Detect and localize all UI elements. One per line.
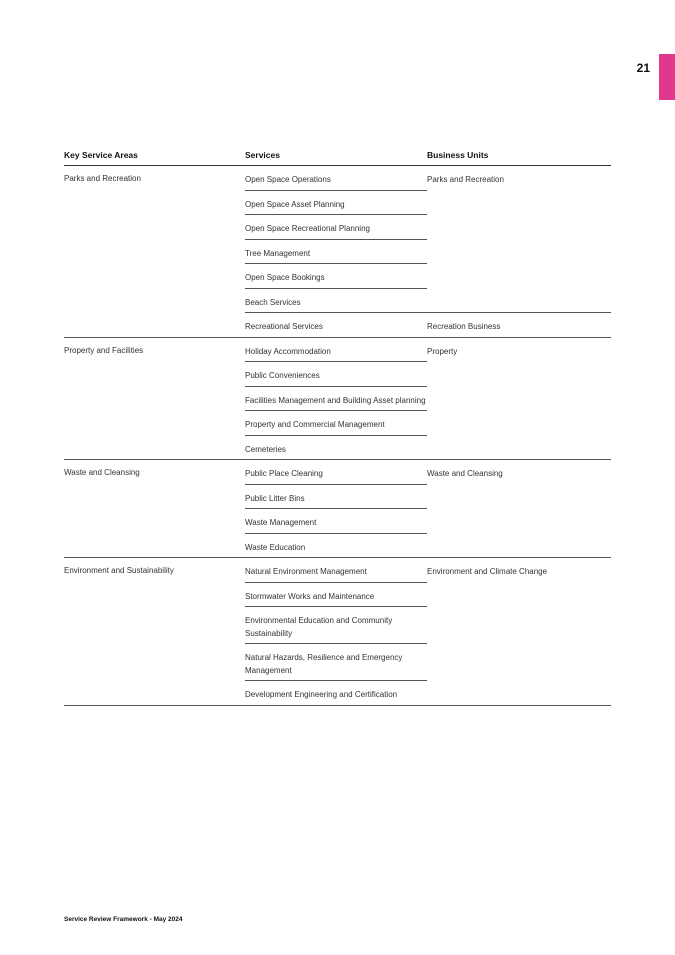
header-key-service-areas: Key Service Areas — [64, 150, 138, 160]
key-service-area: Waste and Cleansing — [64, 468, 140, 477]
service-name: Environmental Education and Community Sustainability — [245, 616, 393, 638]
service-name: Recreational Services — [245, 322, 323, 331]
service-name: Open Space Asset Planning — [245, 199, 345, 209]
table-group — [64, 338, 611, 461]
group-details — [245, 558, 611, 705]
business-unit: Parks and Recreation — [427, 175, 504, 184]
business-unit-block — [245, 558, 611, 705]
service-name: Natural Hazards, Resilience and Emergency Management — [245, 653, 403, 675]
services-list — [245, 166, 427, 312]
service-name: Public Conveniences — [245, 371, 320, 380]
service-row — [245, 534, 427, 558]
header-services: Services — [245, 150, 280, 160]
table-group — [64, 166, 611, 338]
services-list — [245, 338, 427, 460]
service-name: Holiday Accommodation — [245, 346, 331, 356]
service-name: Public Place Cleaning — [245, 469, 323, 478]
page-number: 21 — [636, 61, 650, 75]
business-unit: Recreation Business — [427, 322, 501, 331]
footer-text: Service Review Framework - May 2024 — [64, 916, 183, 923]
service-row — [245, 485, 427, 510]
service-name: Development Engineering and Certification — [245, 690, 398, 699]
key-service-area: Property and Facilities — [64, 345, 144, 355]
business-unit: Waste and Cleansing — [427, 469, 503, 478]
business-unit: Property — [427, 346, 458, 356]
service-name: Cemeteries — [245, 444, 286, 454]
group-details — [245, 460, 611, 557]
service-row — [245, 313, 427, 337]
service-row — [245, 362, 427, 387]
service-row — [245, 289, 427, 313]
key-service-area: Parks and Recreation — [64, 174, 141, 183]
key-service-area: Environment and Sustainability — [64, 566, 174, 575]
service-row — [245, 644, 427, 681]
service-row — [245, 607, 427, 644]
service-row — [245, 509, 427, 534]
service-row — [245, 240, 427, 265]
service-row — [245, 558, 427, 583]
services-list — [245, 313, 427, 337]
service-row — [245, 583, 427, 608]
table-header — [64, 145, 611, 166]
service-name: Stormwater Works and Maintenance — [245, 591, 375, 601]
service-name: Open Space Recreational Planning — [245, 224, 370, 233]
service-name: Open Space Bookings — [245, 273, 325, 282]
service-row — [245, 387, 427, 412]
service-name: Waste Management — [245, 518, 317, 527]
header-business-units: Business Units — [427, 150, 489, 160]
service-row — [245, 460, 427, 485]
service-row — [245, 264, 427, 289]
service-row — [245, 436, 427, 460]
service-name: Tree Management — [245, 248, 311, 258]
service-row — [245, 215, 427, 240]
service-table — [64, 145, 611, 706]
business-unit-block — [245, 338, 611, 460]
table-group — [64, 460, 611, 558]
service-row — [245, 411, 427, 436]
services-list — [245, 460, 427, 557]
service-row — [245, 681, 427, 705]
service-name: Natural Environment Management — [245, 567, 367, 576]
service-name: Facilities Management and Building Asset planning — [245, 395, 426, 405]
accent-tab — [659, 54, 675, 100]
table-group — [64, 558, 611, 706]
business-unit: Environment and Climate Change — [427, 567, 548, 576]
table-body — [64, 166, 611, 706]
service-name: Waste Education — [245, 542, 306, 552]
business-unit-block — [245, 313, 611, 337]
service-name: Property and Commercial Management — [245, 420, 385, 429]
service-row — [245, 338, 427, 363]
service-name: Open Space Operations — [245, 175, 331, 184]
service-row — [245, 166, 427, 191]
service-name: Public Litter Bins — [245, 493, 305, 503]
service-row — [245, 191, 427, 216]
group-details — [245, 338, 611, 460]
business-unit-block — [245, 166, 611, 313]
group-details — [245, 166, 611, 337]
services-list — [245, 558, 427, 705]
service-name: Beach Services — [245, 297, 301, 307]
business-unit-block — [245, 460, 611, 557]
